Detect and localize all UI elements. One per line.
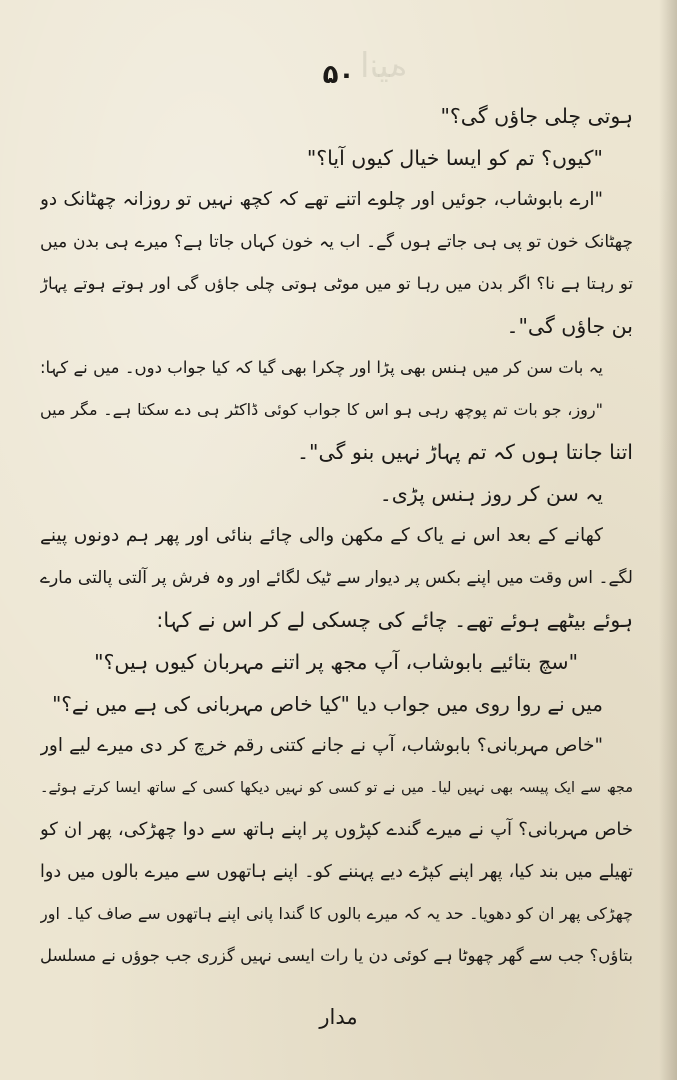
text-line: چھٹانک خون تو پی ہی جاتے ہوں گے۔ اب یہ خون کہاں جاتا ہے؟ میرے ہی بدن میں (40, 232, 633, 252)
text-line: "روز، جو بات تم پوچھ رہی ہو اس کا جواب کوئی ڈاکٹر ہی دے سکتا ہے۔ مگر میں (40, 400, 603, 419)
text-line: "خاص مہربانی؟ بابوشاب، آپ نے جانے کتنی رقم خرچ کر دی میرے لیے اور (40, 735, 603, 756)
text-line: بتاؤں؟ جب سے گھر چھوٹا ہے کوئی دن یا رات ایسی نہیں گزری جب جوؤں نے مسلسل (40, 946, 633, 965)
text-line: یہ سن کر روز ہنس پڑی۔ (379, 482, 603, 506)
text-line: تو رہتا ہے نا؟ اگر بدن میں رہا تو میں موٹی ہوتی چلی جاؤں گی اور ہوتے ہوتے پہاڑ (40, 274, 633, 293)
catchword: مدار (319, 1005, 358, 1029)
text-line: تھیلے میں بند کیا، پھر اپنے کپڑے دیے پہننے کو۔ اپنے ہاتھوں سے میرے بالوں میں دوا (40, 862, 633, 882)
text-line: یہ بات سن کر میں ہنس بھی پڑا اور چکرا بھی گیا کہ کیا جواب دوں۔ میں نے کہا: (40, 358, 603, 377)
page-edge-shadow (659, 0, 677, 1080)
text-line: "سچ بتائیے بابوشاب، آپ مجھ پر اتنے مہربان کیوں ہیں؟" (94, 650, 578, 674)
text-line: میں نے روا روی میں جواب دیا "کیا خاص مہربانی کی ہے میں نے؟" (52, 692, 603, 716)
text-line: "کیوں؟ تم کو ایسا خیال کیوں آیا؟" (306, 146, 603, 170)
text-line: ہوتی چلی جاؤں گی؟" (440, 104, 633, 128)
text-line: کھانے کے بعد اس نے یاک کے مکھن والی چائے بنائی اور پھر ہم دونوں پینے (40, 525, 603, 546)
page-number: ۵۰ (322, 60, 355, 90)
body-text (40, 95, 633, 977)
text-line: اتنا جانتا ہوں کہ تم پہاڑ نہیں بنو گی"۔ (297, 440, 633, 464)
text-line: چھڑکی پھر ان کو دھویا۔ حد یہ کہ میرے بالوں کا گندا پانی اپنے ہاتھوں سے صاف کیا۔ اور (40, 904, 633, 923)
bleed-through-text: ﺍﻧﻴﻪ (360, 46, 408, 86)
text-line: خاص مہربانی؟ آپ نے میرے گندے کپڑوں پر اپنے ہاتھ سے دوا چھڑکی، پھر ان کو (40, 819, 633, 840)
text-line: ہوئے بیٹھے ہوئے تھے۔ چائے کی چسکی لے کر اس نے کہا: (156, 608, 633, 632)
text-line: مجھ سے ایک پیسہ بھی نہیں لیا۔ میں نے تو کسی کو نہیں دیکھا کسی کے ساتھ ایسا کرتے ہوئے۔ (40, 780, 633, 796)
text-line: "ارے بابوشاب، جوئیں اور چلوے اتنے تھے کہ کچھ نہیں تو روزانہ چھٹانک دو (40, 189, 603, 210)
text-line: بن جاؤں گی"۔ (506, 314, 633, 338)
text-line: لگے۔ اس وقت میں اپنے بکس پر دیوار سے ٹیک لگائے اور وہ فرش پر آلتی پالتی مارے (40, 568, 633, 588)
